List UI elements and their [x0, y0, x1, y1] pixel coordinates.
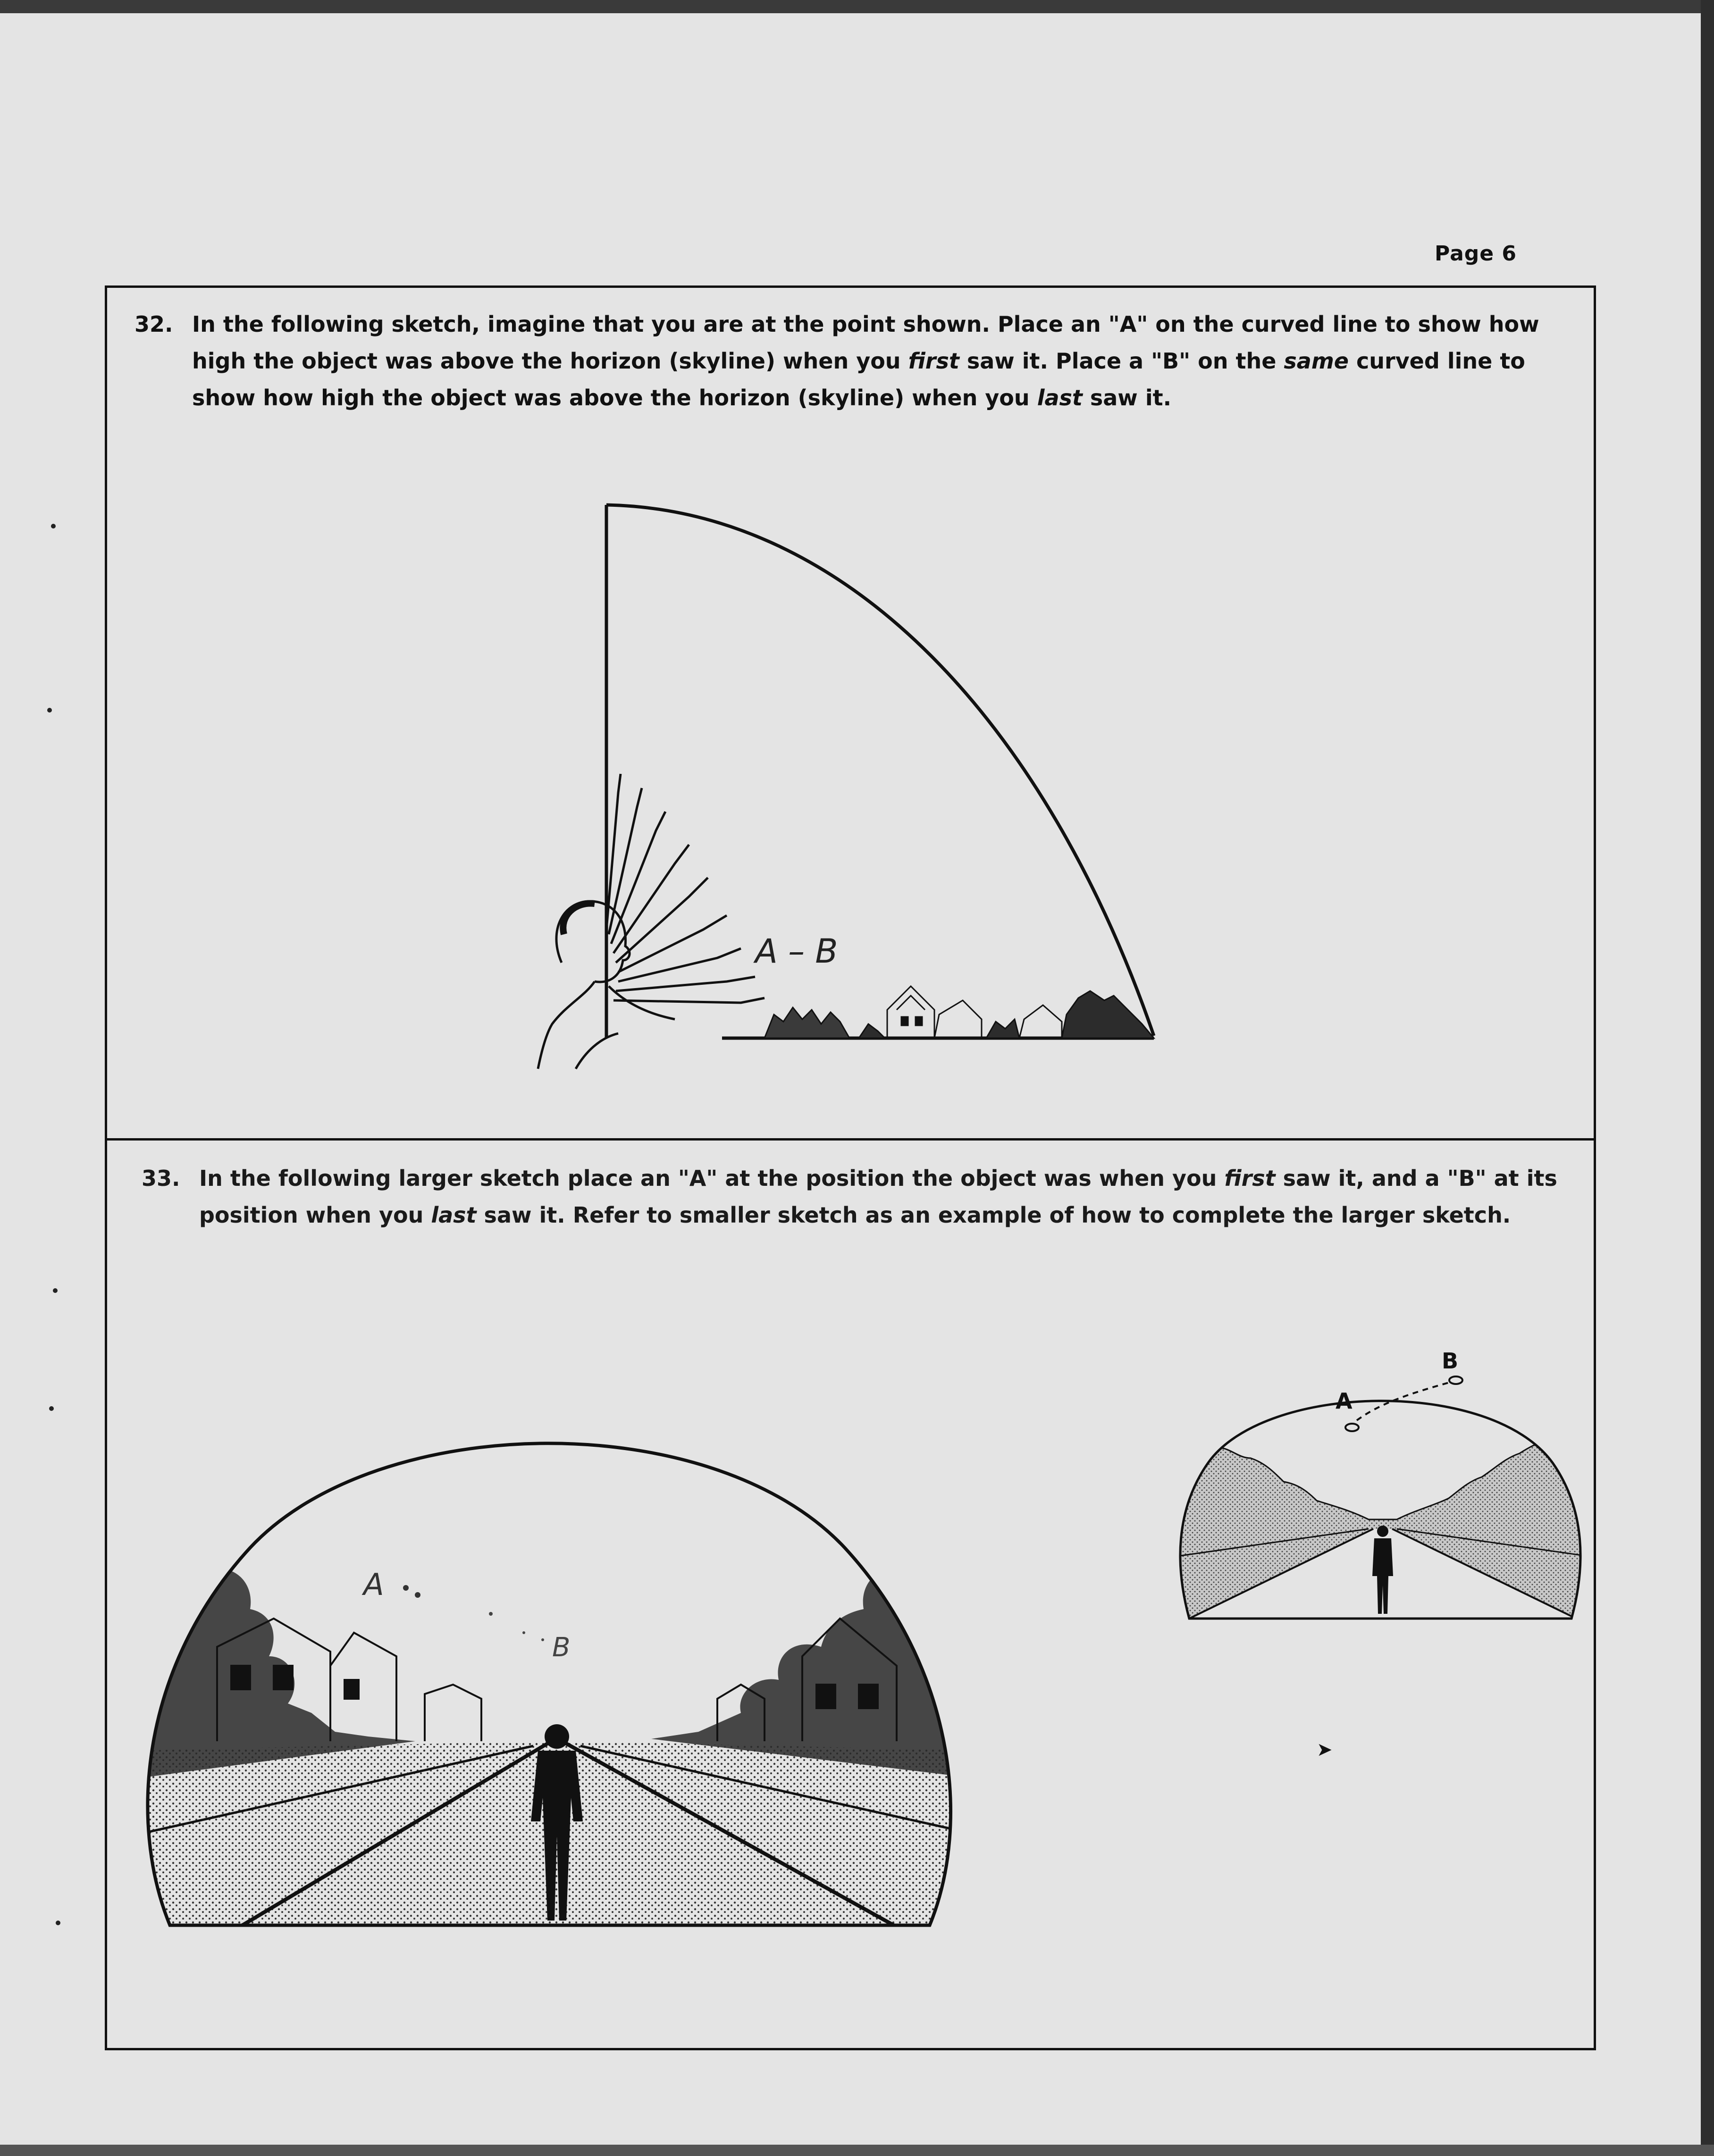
question-text-part: saw it. — [1082, 385, 1172, 411]
label-a: A — [1336, 1388, 1353, 1414]
emphasis-first: first — [1224, 1166, 1276, 1191]
margin-speck — [56, 1921, 60, 1925]
right-trees — [651, 1537, 982, 1779]
handwritten-b: B — [552, 1632, 571, 1663]
question-text-part: saw it, and a "B" at its position when you — [199, 1166, 1557, 1228]
emphasis-last: last — [431, 1202, 477, 1228]
question-number: 33. — [142, 1166, 180, 1191]
object-position-b — [1449, 1376, 1462, 1384]
question-text — [199, 1160, 1558, 1233]
quarter-arc-sketch — [519, 491, 1180, 1085]
emphasis-same: same — [1284, 348, 1349, 374]
street-dome-sketch — [132, 1326, 982, 1944]
arrow-mark-icon: ➤ — [1317, 1739, 1333, 1761]
object-position-a — [1345, 1424, 1359, 1431]
question-33 — [142, 1160, 1581, 1240]
handwritten-answer: A – B — [755, 932, 838, 971]
label-b: B — [1442, 1348, 1459, 1374]
margin-speck — [53, 1288, 58, 1293]
margin-speck — [49, 1406, 54, 1411]
section-divider — [105, 1138, 1596, 1141]
question-text-part: curved line to show how high the object was above the horizon (skyline) when you — [192, 348, 1525, 411]
page-number: Page 6 — [1435, 242, 1517, 266]
question-text — [192, 306, 1551, 416]
scan-bottom-edge — [0, 2145, 1714, 2156]
scan-right-edge — [1701, 0, 1714, 2156]
question-text-part: saw it. Refer to smaller sketch as an example of how to complete the larger sketch. — [476, 1202, 1511, 1228]
emphasis-first: first — [908, 348, 959, 374]
handwritten-a: A — [363, 1568, 384, 1602]
pointing-man-figure — [538, 774, 765, 1069]
emphasis-last: last — [1037, 385, 1083, 411]
example-dome-sketch — [1170, 1321, 1595, 1633]
scan-top-edge — [0, 0, 1714, 13]
sky-arc[interactable] — [606, 505, 1154, 1036]
question-text-part: In the following larger sketch place an "A" at the position the object was when you — [199, 1166, 1225, 1191]
margin-speck — [51, 524, 56, 529]
question-number: 32. — [134, 311, 173, 337]
question-text-part: In the following sketch, imagine that you are at the point shown. Place an "A" on the curved line to show how high the object was above the horizon (skyline) when you — [192, 311, 1539, 374]
skyline-drawing — [765, 986, 1154, 1038]
question-32 — [134, 306, 1574, 419]
margin-speck — [47, 708, 52, 713]
question-text-part: saw it. Place a "B" on the — [959, 348, 1284, 374]
